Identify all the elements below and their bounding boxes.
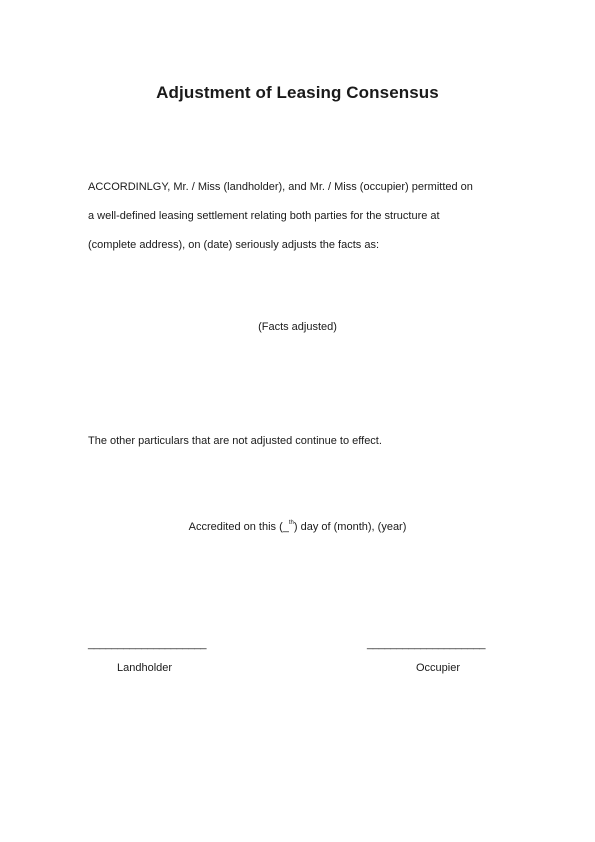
document-title: Adjustment of Leasing Consensus: [156, 83, 439, 102]
occupier-signature-line: ____________________: [367, 638, 486, 650]
paragraph-line: a well-defined leasing settlement relating both parties for the structure at: [88, 210, 440, 222]
accredited-superscript: th: [288, 520, 294, 526]
accredited-line: [0, 520, 595, 533]
occupier-label: Occupier: [416, 662, 461, 674]
intro-paragraph: [88, 178, 518, 265]
paragraph-line: (complete address), on (date) seriously adjusts the facts as:: [88, 239, 380, 251]
landholder-label: Landholder: [117, 662, 173, 674]
paragraph-line: ACCORDINLGY, Mr. / Miss (landholder), and Mr. / Miss (occupier) permitted on: [88, 181, 473, 193]
particulars-text: The other particulars that are not adjusted continue to effect.: [88, 435, 382, 447]
facts-placeholder: (Facts adjusted): [258, 321, 337, 333]
accredited-after: ) day of (month), (year): [293, 521, 407, 533]
accredited-before: Accredited on this (_: [188, 521, 289, 533]
landholder-signature-line: ____________________: [88, 638, 207, 650]
